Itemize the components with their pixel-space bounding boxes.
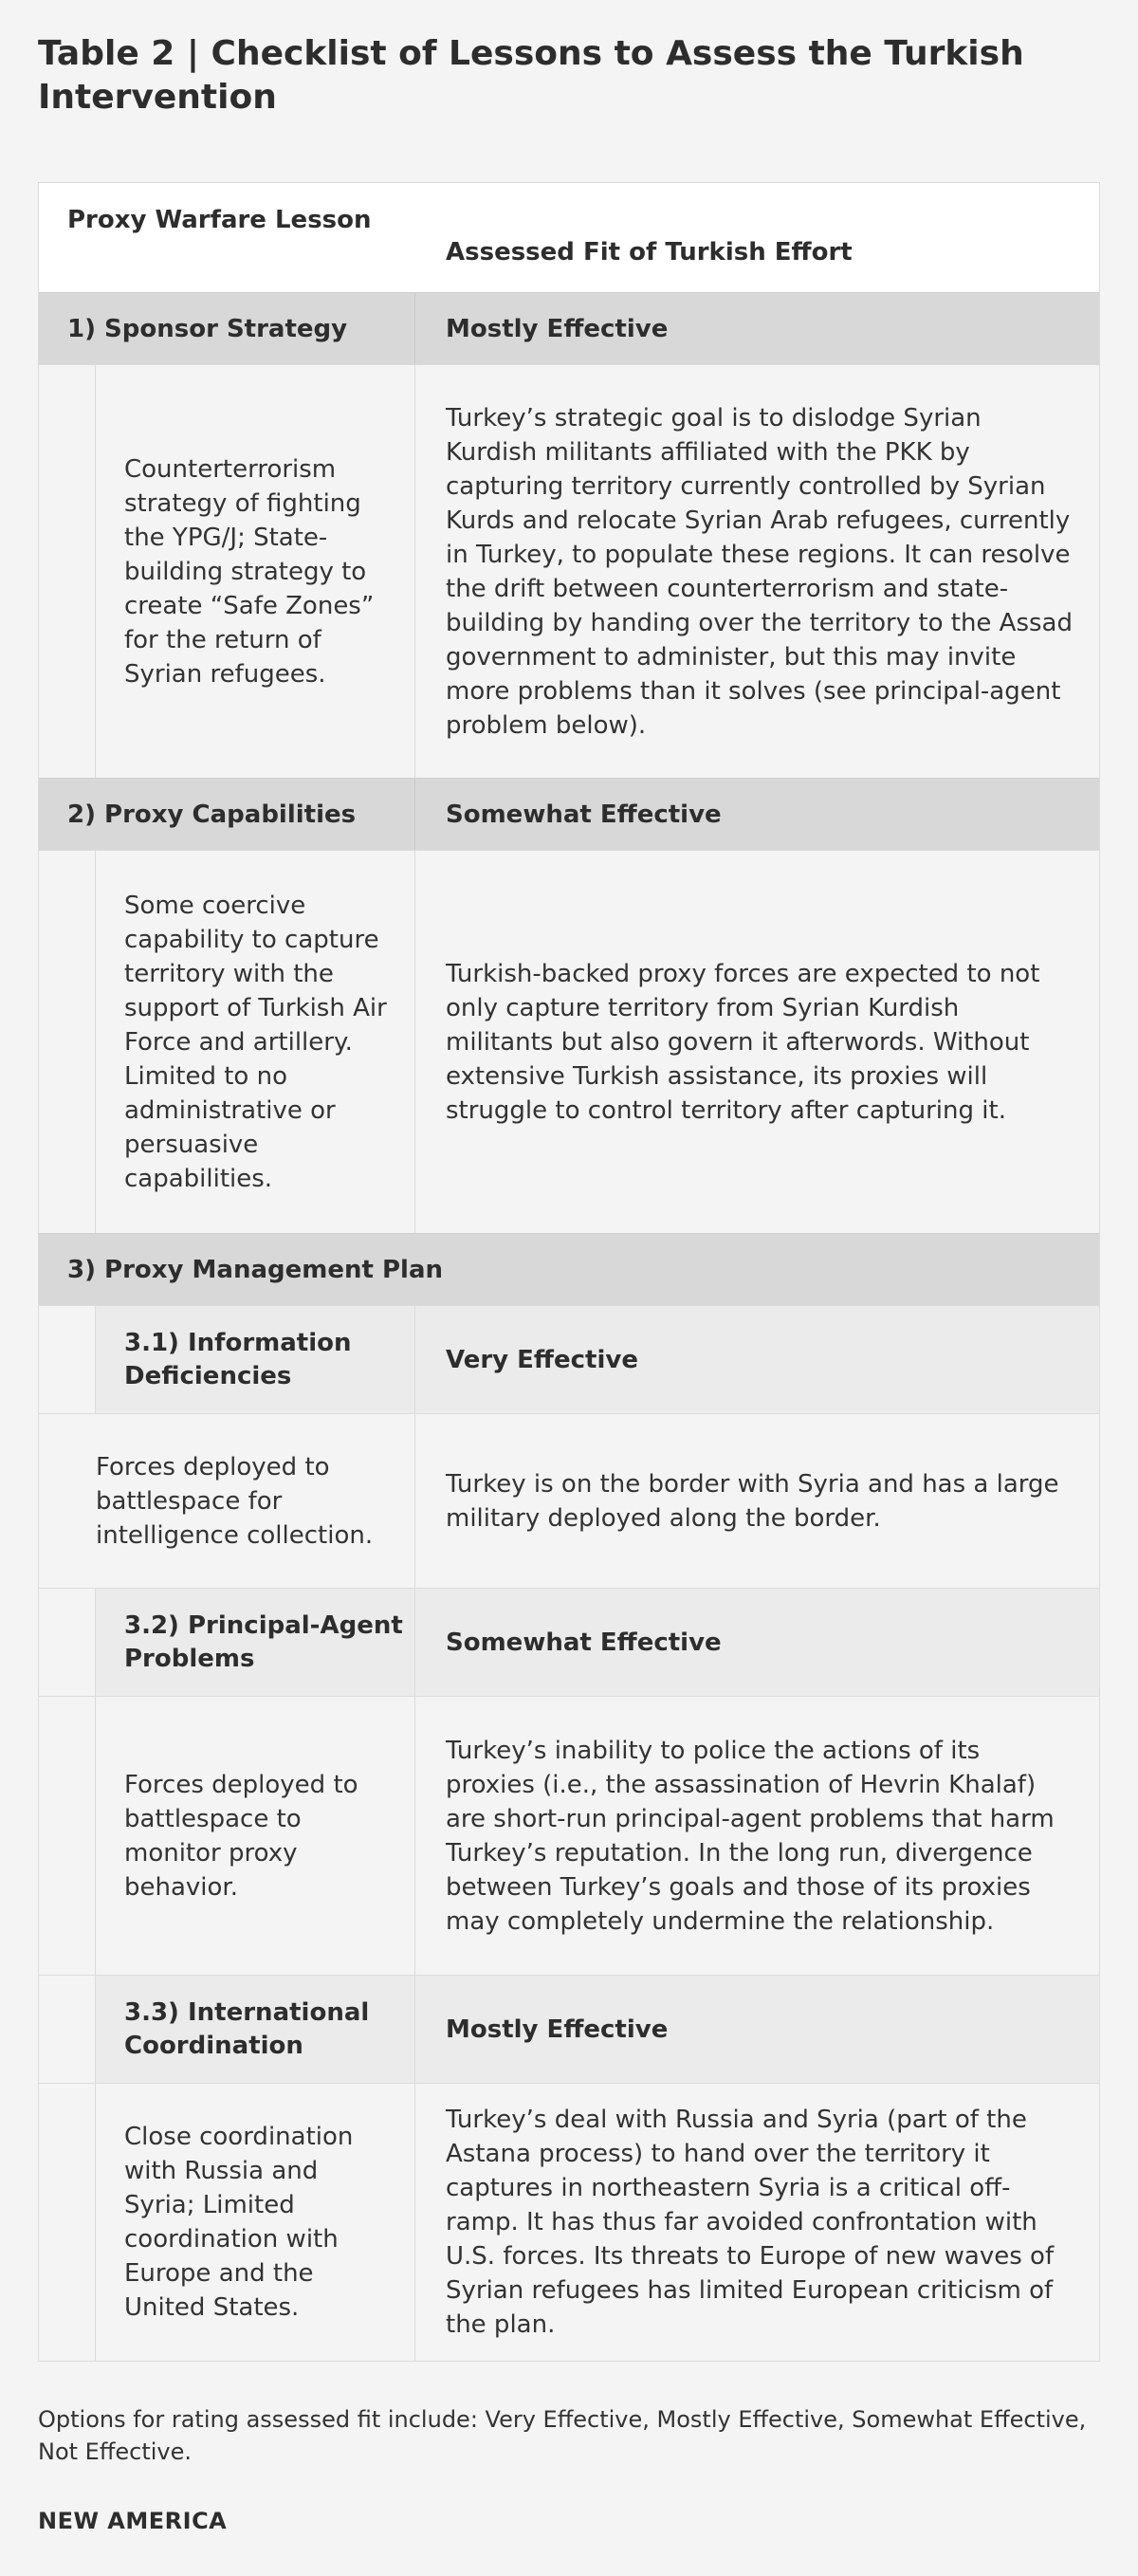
subsection-row-international-coordination — [39, 1975, 1099, 2083]
assessment-text: Turkey’s strategic goal is to dislodge Syrian Kurdish militants affiliated with the PKK by capturing territory currently controlled by Syrian Kurds and relocate Syrian Arab refugees, currently in Turkey, to populate these regions. It can resolve the drift between counterterrorism and state-building by handing over the territory to the Assad government to administer, but this may invite more problems than it solves (see principal-agent problem below). — [446, 403, 1073, 740]
assessment-text: Turkey’s deal with Russia and Syria (part of the Astana process) to hand over the territory it captures in northeastern Syria is a critical off-ramp. It has thus far avoided confrontation with U.S. forces. Its threats to Europe of new waves of Syrian refugees has limited European criticism of the plan. — [446, 2106, 1055, 2339]
subsection-rating: Mostly Effective — [446, 2015, 669, 2044]
indent-cell — [39, 1306, 96, 1413]
body-row-sponsor-strategy — [39, 364, 1099, 778]
header-lesson: Proxy Warfare Lesson — [67, 206, 372, 234]
section-row-sponsor-strategy — [39, 292, 1099, 364]
body-row-international-coordination — [39, 2083, 1099, 2361]
footnote: Options for rating assessed fit include: Very Effective, Mostly Effective, Somewhat Effective, Not Effective. — [38, 2406, 1087, 2465]
section-row-proxy-management-plan — [39, 1233, 1099, 1305]
subsection-rating: Somewhat Effective — [446, 1628, 722, 1657]
indent-cell — [39, 365, 96, 778]
checklist-table — [38, 182, 1100, 2362]
table-header-row — [39, 183, 1099, 292]
body-row-information-deficiencies — [39, 1413, 1099, 1588]
indent-cell — [39, 1697, 96, 1975]
indent-cell — [39, 1589, 96, 1696]
lesson-text: Counterterrorism strategy of fighting the YPG/J; State-building strategy to create “Safe Zones” for the return of Syrian refugees. — [96, 365, 415, 778]
subsection-label: 3.3) International Coordination — [96, 1976, 415, 2083]
lesson-text: Forces deployed to battlespace for intelligence collection. — [39, 1414, 415, 1588]
indent-cell — [39, 2084, 96, 2361]
section-row-proxy-capabilities — [39, 778, 1099, 850]
subsection-label: 3.2) Principal-Agent Problems — [96, 1589, 415, 1696]
page-title: Table 2 | Checklist of Lessons to Assess the Turkish Intervention — [38, 34, 1024, 117]
section-label: 1) Sponsor Strategy — [39, 293, 415, 364]
section-rating: Somewhat Effective — [446, 800, 722, 829]
section-label: 3) Proxy Management Plan — [67, 1255, 443, 1284]
assessment-text: Turkey is on the border with Syria and has a large military deployed along the border. — [446, 1469, 1059, 1533]
subsection-row-principal-agent-problems — [39, 1588, 1099, 1696]
new-america-logo: NEW AMERICA — [38, 2508, 228, 2534]
section-label: 2) Proxy Capabilities — [39, 779, 415, 850]
lesson-text: Forces deployed to battlespace to monitor proxy behavior. — [96, 1697, 415, 1975]
subsection-rating: Very Effective — [446, 1345, 638, 1374]
assessment-text: Turkish-backed proxy forces are expected to not only capture territory from Syrian Kurdish militants but also govern it afterwords. Without extensive Turkish assistance, its proxies will struggle to control territory after capturing it. — [446, 959, 1040, 1125]
lesson-text: Close coordination with Russia and Syria; Limited coordination with Europe and the United States. — [96, 2084, 415, 2361]
body-row-principal-agent-problems — [39, 1696, 1099, 1975]
header-assessed-fit: Assessed Fit of Turkish Effort — [446, 238, 853, 267]
body-row-proxy-capabilities — [39, 850, 1099, 1233]
assessment-text: Turkey’s inability to police the actions of its proxies (i.e., the assassination of Hevrin Khalaf) are short-run principal-agent problems that harm Turkey’s reputation. In the long run, divergence between Turkey’s goals and those of its proxies may completely undermine the relationship. — [446, 1736, 1055, 1936]
lesson-text: Some coercive capability to capture territory with the support of Turkish Air Force and artillery. Limited to no administrative or persuasive capabilities. — [96, 851, 415, 1233]
subsection-row-information-deficiencies — [39, 1305, 1099, 1413]
indent-cell — [39, 1976, 96, 2083]
indent-cell — [39, 851, 96, 1233]
section-rating: Mostly Effective — [446, 314, 669, 343]
subsection-label: 3.1) Information Deficiencies — [96, 1306, 415, 1413]
